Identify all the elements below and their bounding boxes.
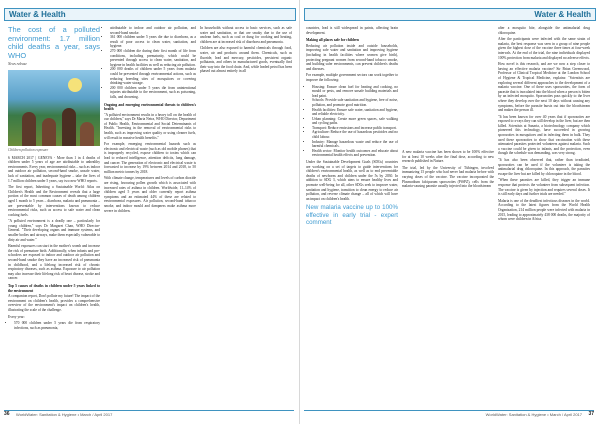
list-item: • 570 000 children under 5 years die from respiratory infections, such as pneumonia,: [14, 321, 100, 330]
bullet-list: [104, 26, 196, 100]
article-paragraph: With climate change, temperatures and levels of carbon dioxide are rising, favouring pollen growth which is associated with increased rates of asthma in children. Worldwide, 11–14% of children aged 5 years and older currently report asthma symptoms and an estimated 44% of these are related to environmental exposures. Air pollution, second-hand tobacco smoke, and indoor mould and dampness make asthma more severe in children.: [104, 176, 196, 213]
list-item: • Health facilities: Ensure safe water, sanitation and hygiene, and reliable electricity.: [312, 108, 398, 117]
article-paragraph: after a mosquito bite, alongside the antimalarial drug chloroquine.: [498, 26, 590, 35]
article-byline: News release: [8, 62, 27, 67]
list-item: • 200 000 deaths of children under 5 years from malaria could be prevented through environmental actions, such as reducing breeding sites of mosquitoes or covering drinking-water storage.: [110, 67, 196, 85]
bullet-list: [306, 85, 398, 159]
article-paragraph: Reducing air pollution inside and outside households, improving safe water and sanitation and improving hygiene (including in health facilities where women give birth), protecting pregnant women from second-hand tobacco smoke, and building safer environments, can prevent children's deaths and diseases.: [306, 43, 398, 71]
section-header-bar: [4, 8, 296, 21]
article-paragraph: Under the Sustainable Development Goals (SDGs) countries are working on a set of targets to guide interventions for children's environmental health, as well as to end preventable deaths of newborns and children under the 5s by 2030. In addition to SDG 3, which aims to ensure healthy lives and promote well-being for all, other SDGs seek to improve water, sanitation and hygiene, transition to clean energy to reduce air pollution, and reverse climate change – all of which will have an impact on children's health.: [306, 160, 398, 201]
section-label: Water & Health: [9, 10, 66, 19]
article-column-3: [200, 26, 292, 76]
article-headline-malaria: New malaria vaccine up to 100% effective in early trial - expert comment: [306, 204, 398, 226]
article-paragraph: The trial, led by the University of Tübingen, involved immunizing 15 people who had never had malaria before with varying doses of the vaccine. The vaccine incorporated the Plasmodium falciparum sporozoites (PfSPZ), cells from the malaria-causing parasite usually injected into the bloodstream: [402, 165, 494, 189]
child-figure: [80, 122, 94, 146]
article-paragraph: Children are also exposed to harmful chemicals through food, water, air and products around them. Chemicals, such as fluoride, lead and mercury, pesticides, persistent organic pollutants, and others in manufactured goods, eventually find their way into the food chain. And, while leaded petrol has been phased out almost entirely in all: [200, 46, 292, 74]
article-column-6: [498, 26, 590, 224]
article-column-5: [402, 150, 494, 191]
right-page: [300, 0, 600, 424]
list-item: • 361 000 children under 5 years die due to diarrhoea, as a result of poor access to clean water, sanitation, and hygiene.: [110, 35, 196, 49]
article-subheading: Ongoing and emerging environmental threats to children's health: [104, 102, 196, 112]
section-header-bar: [304, 8, 596, 21]
bullet-list: [8, 321, 100, 330]
page-number: 36: [4, 411, 10, 417]
article-column-1: [8, 26, 100, 332]
child-figure: [22, 112, 36, 146]
article-paragraph: After the participants were infected with the same strain of malaria, the best response was seen in a group of nine people given the highest dose of the vaccine three times at four-week intervals. At the end of the trial, the nine individuals displayed 100% protection from malaria and displayed no adverse effects.: [498, 37, 590, 60]
article-paragraph: A companion report, Don't pollute my future! The impact of the environment on children's health, provides a comprehensive overview of the environment's impact on children's health, illustrating the scale of the challenge.: [8, 294, 100, 312]
list-item: • Health sector: Monitor health outcomes and educate about environmental health effects and prevention.: [312, 149, 398, 158]
article-headline: The cost of a polluted environment: 1.7 million child deaths a year, says WHO: [8, 25, 100, 60]
list-item: • Agriculture: Reduce the use of hazardous pesticides and no child labour.: [312, 130, 398, 139]
article-paragraph: "A polluted environment results in a heavy toll on the health of our children," says Dr Maria Neira, WHO Director, Department of Public Health, Environmental and Social Determinants of Health. "Investing in the removal of environmental risks to health, such as improving water quality or using cleaner fuels, will result in massive health benefits.": [104, 112, 196, 140]
article-column-4: [306, 26, 398, 228]
article-paragraph: For example, emerging environmental hazards such as electronic and electrical waste (such as old mobile phones) that is improperly recycled, expose children to toxins which can lead to reduced intelligence, attention deficits, lung damage, and cancer. The generation of electronic and electrical waste is forecasted to increase by 19% between 2014 and 2018, to 50 million metric tonnes by 2018.: [104, 142, 196, 174]
article-paragraph: For example, multiple government sectors can work together to improve the following:: [306, 73, 398, 82]
list-item: • Housing: Ensure clean fuel for heating and cooking, no mould or pests, and remove unsafe building materials and lead paint.: [312, 85, 398, 99]
article-paragraph: How novel is this research, and are we now a step closer to having an effective malaria vaccine? Sir Brian Greenwood, Professor of Clinical Tropical Medicine at the London School of Hygiene & Tropical Medicine, explains: "Scientists are exploring several different approaches to the development of a malaria vaccine. One of these uses sporozoites, the form of parasite that is inoculated into the blood when a person is bitten by an infected mosquito. Sporozoites pass quickly to the liver where they develop over the next 10 days without causing any symptoms, before the parasite bursts out into the bloodstream and makes the person ill.: [498, 62, 590, 113]
page-footer: [304, 410, 594, 418]
photo-caption: Children pollution exposure: [8, 147, 49, 152]
publication-name: WorldWater: Sanitation & Hygiene • March / April 2017: [485, 412, 582, 417]
article-paragraph: Malaria is one of the deadliest infectious diseases in the world. According to the latest figures from the World Health Organization, 214 million people were infected with malaria in 2015, leading to approximately 438 000 deaths, the majority of whom were children in Africa.: [498, 198, 590, 222]
article-paragraph: Harmful exposures can start in the mother's womb and increase the risk of premature birth. Additionally, when infants and pre-schoolers are exposed to indoor and outdoor air pollution and second-hand smoke they have an increased risk of pneumonia in childhood, and a lifelong increased risk of chronic respiratory diseases, such as asthma. Exposure to air pollution may also increase their lifelong risk of heart disease, stroke and cancer.: [8, 244, 100, 281]
child-figure: [62, 108, 76, 146]
article-paragraph: "A polluted environment is a deadly one – particularly for young children," says Dr Margaret Chan, WHO Director-General. "Their developing organs and immune systems, and smaller bodies and airways, make them especially vulnerable to dirty air and water.": [8, 219, 100, 242]
publication-name: WorldWater: Sanitation & Hygiene • March / April 2017: [16, 412, 113, 417]
article-paragraph: "It has also been observed that, rather than irradiated, sporozoites can be used if the volunteer is taking the antimalarial drug chloroquine. In this approach, the parasites escape the liver but are killed by chloroquine in the blood.: [498, 158, 590, 176]
article-paragraph: 6 MARCH 2017 | GENEVA - More than 1 in 4 deaths of children under 5 years of age are attributable to unhealthy environments. Every year, environmental risks – such as indoor and outdoor air pollution, second-hand smoke, unsafe water, lack of sanitation, and inadequate hygiene – take the lives of 1.7 million children under 5 years, say two new WHO reports.: [8, 155, 100, 183]
article-paragraph: "When these parasites are killed, they trigger an immune response that protects the volunteer from subsequent infection. The vaccine is given by injection and requires several doses. It is still early days and further trials are needed.": [498, 178, 590, 197]
article-column-2: [104, 26, 196, 215]
article-paragraph: In households without access to basic services, such as safe water and sanitation, or that are smoky due to the use of unclean fuels, such as coal or dung for cooking and heating, children are at increased risk of diarrhoea and pneumonia.: [200, 26, 292, 44]
article-paragraph: "It has been known for over 40 years that if sporozoites are exposed to x-rays they can still develop in the liver, but are then killed. Scientists at Sanaria, a biotechnology company which pioneered this technology, have succeeded in growing sporozoites in mosquitoes and in infecting them in bulk. They used these sporozoites to show that vaccination with these attenuated parasites protected volunteers against malaria. Such a vaccine could be given to infants, and the protection, even though the schedule was demanding, was very strong.: [498, 114, 590, 156]
article-subheading: Making all places safe for children: [306, 38, 359, 43]
article-subheading: Top 5 causes of deaths in children under 5 years linked to the environment: [8, 284, 100, 293]
article-paragraph: countries, lead is still widespread in paints, affecting brain development.: [306, 26, 398, 35]
list-item: • 270 000 children die during their first month of life from conditions, including prematurity, which could be prevented through access to clean water, sanitation, and hygiene in health facilities as well as reducing air pollution.: [110, 49, 196, 67]
page-footer: [4, 410, 294, 418]
list-item: • Schools: Provide safe sanitation and hygiene, free of noise, pollution, and promote good nutrition.: [312, 98, 398, 107]
page-number: 37: [588, 411, 594, 417]
children-photo: [8, 70, 100, 146]
list-item: • Urban planning: Create more green spaces, safe walking and cycling paths.: [312, 117, 398, 126]
article-paragraph: A new malaria vaccine has been shown to be 100% effective for at least 10 weeks after the final dose, according to new research published in Nature.: [402, 150, 494, 164]
child-figure: [42, 118, 56, 146]
list-item: • Transport: Reduce emissions and increase public transport.: [312, 126, 398, 131]
sun-shape: [68, 78, 82, 92]
article-paragraph: The first report, Inheriting a Sustainable World: Atlas on Children's Health and the Environment reveals that a large portion of the most common causes of death among children aged 1 month to 5 years – diarrhoea, malaria and pneumonia – are preventable by interventions known to reduce environmental risks, such as access to safe water and clean cooking fuels.: [8, 185, 100, 217]
section-label: Water & Health: [534, 10, 591, 19]
list-item: • attributable to indoor and outdoor air pollution, and second-hand smoke.: [110, 26, 196, 35]
list-item: • Industry: Manage hazardous waste and reduce the use of harmful chemicals.: [312, 140, 398, 149]
list-item: • 200 000 children under 5 years die from unintentional injuries attributable to the environment, such as poisoning, falls, and drowning.: [110, 86, 196, 100]
article-paragraph: Every year:: [8, 314, 25, 319]
